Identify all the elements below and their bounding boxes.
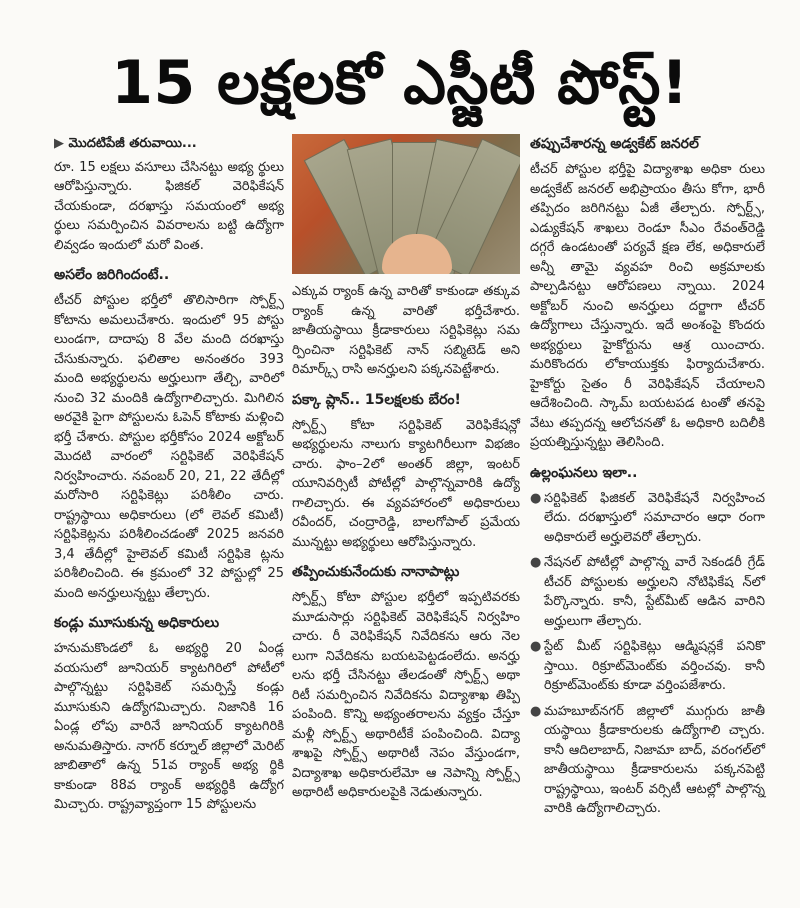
- list-item: ● నేషనల్ పోటీల్లో పాల్గొన్న వారే సెకండరీ గ్రేడ్ టీచర్ పోస్టులకు అర్హులని నోటిఫికేష న్‌లో పేర్కొన్నారు. కానీ, స్టేట్‌మీట్ ఆడిన వారిని అర్హులుగా తేల్చారు.: [530, 555, 765, 629]
- column-2: [292, 134, 520, 809]
- bullet-icon: ●: [530, 490, 542, 506]
- subheading: అసలేం జరిగిందంటే..: [54, 267, 170, 283]
- triangle-icon: ▶: [54, 136, 69, 151]
- paragraph: టీచర్ పోస్టుల భర్తీపై విద్యాశాఖ అధికా రులు అడ్వకేట్ జనరల్ అభిప్రాయం తీసు కోగా, భారీ తప్పిదం జరిగినట్టు ఏజీ తేల్చారు. స్పోర్ట్స్, ఎడ్యుకేషన్ శాఖలు రెండూ సీఎం రేవంత్‌రెడ్డి దగ్గరే ఉండటంతో పర్యవే క్షణ లేక, అధికారులే అన్నీ తామై వ్యవహ రించి అక్రమాలకు పాల్పడినట్టు ఆరోపణలు న్నాయి. 2024 అక్టోబర్ నుంచి అనర్హులు దర్జాగా టీచర్ ఉద్యోగాలు చేస్తున్నారు. ఇదే అంశంపై కొందరు అభ్యర్థులు హైకోర్టును ఆశ్ర యించారు. మరికొందరు లోకాయుక్తకు ఫిర్యాదుచేశారు. హైకోర్టు సైతం రీ వెరిఫికేషన్ చేయాలని ఆదేశించింది. స్కామ్ బయటపడ టంతో తనపై వేటు తప్పదన్న ఆలోచనతో ఓ అధికారి బదిలీకి ప్రయత్నిస్తున్నట్టు తెలిసింది.: [530, 162, 765, 450]
- violations-list: [530, 489, 765, 819]
- subheading: తప్పుచేశారన్న అడ్వకేట్ జనరల్: [530, 136, 699, 152]
- list-item: ● స్టేట్ మీట్ సర్టిఫికెట్లు ఆడ్మిషన్లకే పనికొ స్తాయి. రిక్రూట్‌మెంట్‌కు వర్తించవు. కానీ రిక్రూట్‌మెంట్‌కు కూడా వర్తింపజేశారు.: [530, 639, 765, 693]
- bullet-icon: ●: [530, 555, 542, 570]
- continuation-kicker: [54, 134, 284, 154]
- column-3: [530, 134, 765, 825]
- subheading: కండ్లు మూసుకున్న అధికారులు: [54, 615, 220, 631]
- paragraph: రూ. 15 లక్షలు వసూలు చేసినట్టు అభ్య ర్థులు ఆరోపిస్తున్నారు. ఫిజికల్ వెరిఫికేషన్ చేయకుండా, దరఖాస్తు సమయంలో అభ్య ర్థులు సమర్పించిన వివరాలను బట్టి ఉద్యోగా లివ్వడం ఇందులో మరో వింత.: [54, 159, 284, 253]
- kicker-text: మొదటిపేజీ తరువాయి...: [68, 136, 197, 151]
- subheading: ఉల్లంఘనలు ఇలా..: [530, 464, 638, 481]
- paragraph: స్పోర్ట్స్ కోటా పోస్టుల భర్తీలో ఇప్పటివరకు మూడుసార్లు సర్టిఫికెట్ వెరిఫికేషన్ నిర్వహిం చారు. రీ వెరిఫికేషన్ నివేదికను ఆరు నెల లుగా నివేదికను బయటపెట్టడంలేదు. అనర్హు లను భర్తీ చేసినట్టు తేలడంతో స్పోర్ట్స్ అథా రిటీ సమర్పించిన నివేదికను విద్యాశాఖ తిప్పి పంపింది. కొన్ని అభ్యంతరాలను వ్యక్తం చేస్తూ మళ్లీ స్పోర్ట్స్ అథారిటీకే పంపించింది. విద్యా శాఖపై స్పోర్ట్స్ అథారిటీ నెపం వేస్తుండగా, విద్యాశాఖ అధికారులేమో ఆ నెపాన్ని స్పోర్ట్స్ అథారిటీ అధికారులపైకి నెడుతున్నారు.: [292, 590, 520, 800]
- column-1: [54, 134, 284, 821]
- paragraph: టీచర్ పోస్టుల భర్తీలో తొలిసారిగా స్పోర్ట్స్ కోటాను అమలుచేశారు. ఇందులో 95 పోస్టు లుండగా, దాదాపు 8 వేల మంది దరఖాస్తు చేసుకున్నారు. ఫలితాల అనంతరం 393 మంది అభ్యర్థులను అర్హులుగా తేల్చి, వారిలో నుంచి 32 మందికి ఉద్యోగాలిచ్చారు. మిగిలిన అరవైకి పైగా పోస్టులను ఓపెన్ కోటాకు మళ్లించి భర్తీ చేశారు. పోస్టుల భర్తీకోసం 2024 అక్టోబర్ మొదటి వారంలో సర్టిఫికెట్ వెరిఫికేషన్ నిర్వహించారు. నవంబర్ 20, 21, 22 తేదీల్లో మరోసారి సర్టిఫికెట్లు పరిశీలిం చారు. రాష్ట్రస్థాయి అధికారులు (లో లెవల్ కమిటీ) సర్టిఫికెట్లను పరిశీలించడంతో 2025 జనవరి 3,4 తేదీల్లో హైలెవల్ కమిటీ సర్టిఫికె ట్లను పరిశీలించింది. ఈ క్రమంలో 32 పోస్టుల్లో 25 మంది అనర్హులున్నట్టు తేల్చారు.: [54, 293, 284, 601]
- list-item: ● మహబూబ్‌నగర్ జిల్లాలో ముగ్గురు జాతీ యస్థాయి క్రీడాకారులకు ఉద్యోగాలి చ్చారు. కానీ ఆదిలాబాద్, నిజామా బాద్, వరంగల్‌లో జాతీయస్థాయి క్రీడాకారులను పక్కనపెట్టి రాష్ట్రస్థాయి, ఇంటర్ వర్సిటీ ఆటల్లో పాల్గొన్న వారికి ఉద్యోగాలిచ్చారు.: [530, 703, 765, 816]
- subheading: పక్కా ప్లాన్.. 15లక్షలకు బేరం!: [292, 391, 461, 408]
- bullet-icon: ●: [530, 703, 542, 719]
- bullet-icon: ●: [530, 639, 542, 654]
- subheading: తప్పించుకునేందుకు నానాపాట్లు: [292, 564, 460, 580]
- list-item: ● సర్టిఫికెట్ ఫిజికల్ వెరిఫికేషనే నిర్వహించ లేదు. దరఖాస్తులో సమాచారం ఆధా రంగా అధికారులే అర్హులెవరో తేల్చారు.: [530, 490, 765, 545]
- paragraph: ఎక్కువ ర్యాంక్ ఉన్న వారితో కాకుండా తక్కువ ర్యాంక్ ఉన్న వారితో భర్తీచేశారు. జాతీయస్థాయి క్రీడాకారులు సర్టిఫికెట్లు సమ ర్పించినా సర్టిఫికెట్ నాన్ సబ్మిటెడ్ అని రిమార్క్స్ రాసి అనర్హులని పక్కనపెట్టేశారు.: [292, 284, 520, 377]
- paragraph: స్పోర్ట్స్ కోటా సర్టిఫికెట్ వెరిఫికేషన్లో అభ్యర్థులను నాలుగు క్యాటగిరీలుగా విభజిం చారు. ఫాం–2లో అంతర్ జిల్లా, ఇంటర్ యూనివర్సిటీ పోటీల్లో పాల్గొన్నవారికి ఉద్యో గాలిచ్చారు. ఈ వ్యవహారంలో అధికారులు రవీందర్, చంద్రారెడ్డి, బాలగోపాల్ ప్రమేయ మున్నట్టు అభ్యర్థులు ఆరోపిస్తున్నారు.: [292, 417, 520, 550]
- headline: 15 లక్షలకో ఎస్జీటీ పోస్ట్!: [111, 48, 689, 118]
- currency-notes-photo: [292, 134, 520, 274]
- paragraph: హనుమకొండలో ఓ అభ్యర్థి 20 ఏండ్ల వయసులో జూనియర్ క్యాటగిరిలో పోటీలో పాల్గొన్నట్టు సర్టిఫికెట్ సమర్పిస్తే కండ్లు మూసుకుని ఉద్యోగమిచ్చారు. నిజానికి 16 ఏండ్ల లోపు వారినే జూనియర్ క్యాటగిరికి అనుమతిస్తారు. నాగర్ కర్నూల్ జిల్లాలో మెరిట్ జాబితాలో ఉన్న 51వ ర్యాంక్ అభ్య ర్థికి కాకుండా 88వ ర్యాంక్ అభ్యర్థికి ఉద్యోగ మిచ్చారు. రాష్ట్రవ్యాప్తంగా 15 పోస్టులను: [54, 641, 284, 812]
